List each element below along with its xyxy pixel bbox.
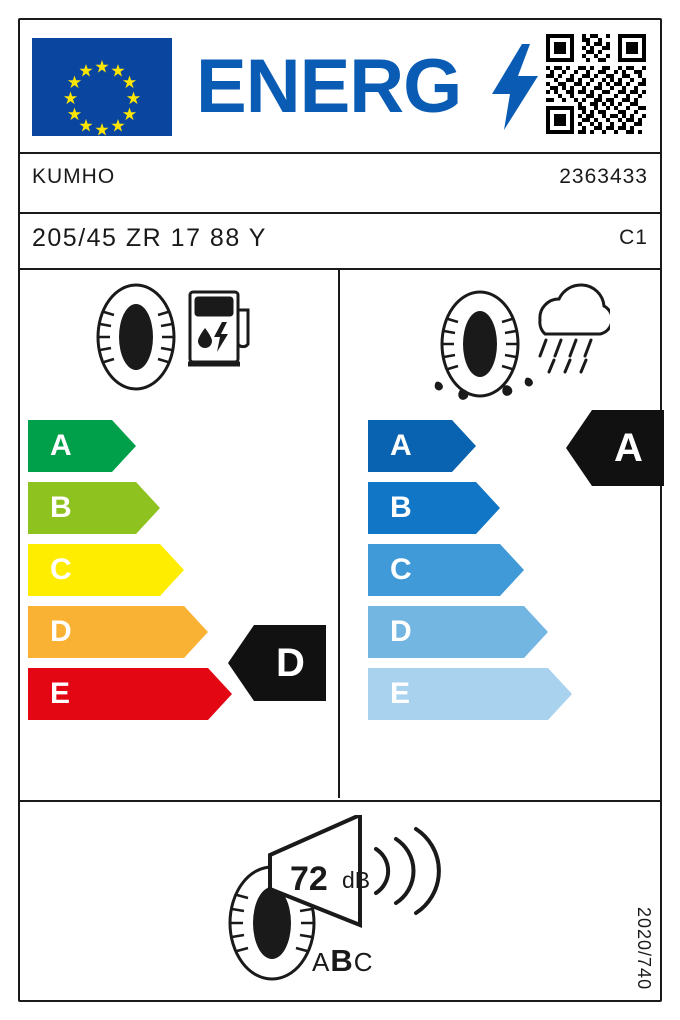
lightning-bolt-icon xyxy=(492,44,538,130)
wet-grade-a-label: A xyxy=(390,429,412,462)
noise-class-b: B xyxy=(330,943,354,978)
wet-grade-d-label: D xyxy=(390,615,412,648)
wet-grade-c xyxy=(368,544,658,596)
wet-grip-result xyxy=(566,410,664,486)
noise-value: 72 xyxy=(290,860,328,898)
fuel-efficiency-result xyxy=(228,625,326,701)
fuel-grade-b-label: B xyxy=(50,491,72,524)
eu-flag-icon xyxy=(32,38,172,136)
fuel-grade-c-label: C xyxy=(50,553,72,586)
wet-grade-e-label: E xyxy=(390,677,411,710)
serial-number: 2363433 xyxy=(559,165,648,188)
noise-class-a: A xyxy=(312,947,331,977)
noise-class-scale xyxy=(312,943,374,979)
page-title xyxy=(196,38,526,136)
wet-grade-d xyxy=(368,606,658,658)
regulation-reference: 2020/740 xyxy=(634,906,654,990)
tyre-size: 205/45 ZR 17 88 Y xyxy=(32,224,267,252)
wet-grade-c-label: C xyxy=(390,553,412,586)
wet-grade-b-label: B xyxy=(390,491,412,524)
qr-code-icon xyxy=(546,34,646,134)
fuel-result-letter: D xyxy=(276,641,305,685)
noise-class-c: C xyxy=(353,947,374,977)
fuel-grade-e-label: E xyxy=(50,677,71,710)
fuel-efficiency-icon xyxy=(88,282,258,392)
fuel-grade-a xyxy=(28,420,318,472)
wet-result-letter: A xyxy=(614,426,643,470)
fuel-grade-a-label: A xyxy=(50,429,72,462)
divider-4 xyxy=(20,800,660,802)
tyre-class: C1 xyxy=(619,226,648,249)
divider-2 xyxy=(20,212,660,214)
wet-grip-icon xyxy=(430,282,610,402)
noise-section xyxy=(210,815,470,990)
divider-vertical xyxy=(338,270,340,798)
noise-unit: dB xyxy=(342,867,371,893)
fuel-grade-c xyxy=(28,544,318,596)
divider-3 xyxy=(20,268,660,270)
fuel-grade-b xyxy=(28,482,318,534)
brand-name: KUMHO xyxy=(32,165,116,188)
wet-grade-b xyxy=(368,482,658,534)
fuel-grade-d-label: D xyxy=(50,615,72,648)
wet-grade-e xyxy=(368,668,658,720)
divider-1 xyxy=(20,152,660,154)
energ-text: ENERG xyxy=(196,44,462,129)
